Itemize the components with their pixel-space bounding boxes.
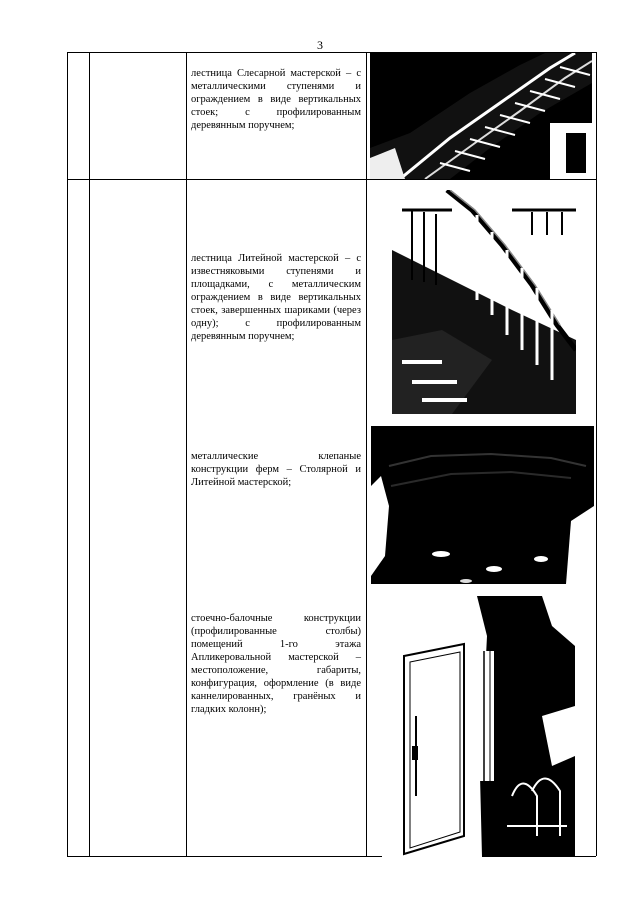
table-column-divider-2: [186, 52, 187, 856]
metal-staircase-photo: [370, 53, 592, 179]
table-column-divider-1: [89, 52, 90, 856]
table-row-1-description: лестница Слесарной мастерской – с металлическими ступенями и ограждением в виде вертикальных стоек; с профилированным деревянным поручнем;: [191, 68, 361, 131]
table-row-divider-1: [67, 179, 596, 180]
staircase-railing-photo: [392, 190, 576, 414]
table-border-left: [67, 52, 68, 856]
table-border-right: [596, 52, 597, 856]
riveted-trusses-photo: [371, 426, 594, 584]
table-row-2-description: лестница Литейной мастерской – с известняковыми ступенями и площадками, с металлическим ограждением в виде вертикальных стоек, завершенных шариками (через одну); с профилированным деревянным поручнем;: [191, 253, 361, 342]
table-row-3-description: металлические клепаные конструкции ферм – Столярной и Литейной мастерской;: [191, 451, 361, 488]
table-row-4-description: стоечно-балочные конструкции (профилированные столбы) помещений 1-го этажа Апликеровальной мастерской – местоположение, габариты, конфигурация, оформление (в виде каннелированных, гранёных и гладких колонн);: [191, 613, 361, 715]
column-doorway-photo: [382, 596, 575, 857]
page-number: 3: [317, 38, 323, 52]
table-column-divider-3: [366, 52, 367, 856]
